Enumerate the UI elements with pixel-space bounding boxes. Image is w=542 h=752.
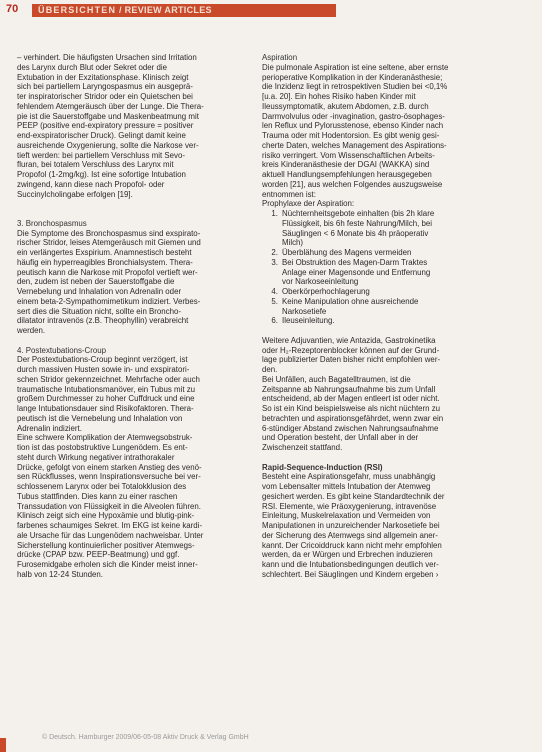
- list-item-number: 4.: [271, 287, 278, 296]
- list-item-number: 1.: [271, 209, 278, 218]
- text-line: vom Lebensalter mittels Intubation der Atemweg: [262, 482, 431, 491]
- list-item-text: Nüchternheitsgebote einhalten (bis 2h klare: [282, 209, 435, 218]
- text-line: Furosemidgabe erholen sich die Kinder meist inner-: [17, 560, 198, 569]
- text-line: tion ist das postobstruktive Lungenödem. Es ent-: [17, 443, 188, 452]
- list-item-text: Oberkörperhochlagerung: [282, 287, 370, 296]
- corner-mark: [0, 738, 6, 752]
- text-line: der Sicherung des Atemwegs sind allgemein aner-: [262, 530, 438, 540]
- text-line: farbenes schaumiges Sekret. Im EKG ist keine kardi-: [17, 521, 203, 530]
- list-item-text: Narkosetiefe: [282, 306, 327, 316]
- list-item-text: Keine Manipulation ohne ausreichende: [282, 296, 419, 306]
- text-line: schen Stridor gekennzeichnet. Mehrfache oder auch: [17, 374, 200, 384]
- paragraph-gap: [17, 199, 261, 209]
- text-line: fehlendem Atemgeräusch über der Lunge. Die Thera-: [17, 101, 204, 111]
- list-item-number: [262, 219, 282, 229]
- text-line: dilatator intravenös (z.B. Theophyllin) verabreicht: [17, 316, 189, 326]
- text-line: Die Symptome des Bronchospasmus sind exspirato-: [17, 228, 201, 238]
- text-line: Darmvolvulus oder -invagination, gastro-ösophages-: [262, 111, 445, 121]
- text-line: end-exspiratorischer Druck). Gelingt damit keine: [17, 131, 186, 140]
- right-column: [262, 53, 506, 580]
- paragraph-gap: [262, 326, 506, 336]
- text-line: perioperative Komplikation in der Kinderanästhesie;: [262, 72, 443, 82]
- text-line: fluran, bei totalem Verschluss des Larynx mit: [17, 160, 174, 170]
- text-line: betrachten und aspirationsgefährdet, wenn zwar ein: [262, 413, 444, 423]
- text-line: schlossenem Larynx oder bei Totalokklusion des: [17, 482, 187, 491]
- text-line: den.: [262, 365, 278, 374]
- text-line: Vernebelung und Inhalation von Adrenalin oder: [17, 287, 182, 296]
- text-line: zwingend, kann diese nach Propofol- oder: [17, 179, 165, 189]
- text-line: 6-stündiger Abstand zwischen Nahrungsaufnahme: [262, 423, 439, 433]
- list-item-line: [262, 277, 506, 287]
- text-line: len Reflux und Pylorusstenose, ebenso Kinder nach: [262, 121, 444, 131]
- text-line: aktuell Handlungsempfehlungen herausgegeben: [262, 170, 432, 179]
- text-line: Klinisch zeigt sich eine Hypoxämie und blutig-pink-: [17, 511, 195, 521]
- text-line: werden.: [17, 326, 46, 335]
- text-line: Bei Unfällen, auch Bagatelltraumen, ist die: [262, 374, 411, 384]
- text-line: Tubus stattfinden. Dies kann zu einer raschen: [17, 491, 178, 501]
- text-line: lange Intubationsdauer sind Risikofaktoren. Thera-: [17, 404, 194, 413]
- text-line: – verhindert. Die häufigsten Ursachen sind Irritation: [17, 53, 197, 62]
- text-line: peutisch ist die Vernebelung und Inhalation von: [17, 413, 183, 423]
- text-line: Zwischenzeit stattfand.: [262, 443, 343, 452]
- text-line: Extubation in der Exzitationsphase. Klinisch zeigt: [17, 72, 189, 82]
- paragraph-gap: [17, 336, 261, 346]
- text-line: kann und die Intubationsbedingungen deutlich ver-: [262, 560, 439, 569]
- text-line: rischer Stridor, leises Atemgeräusch mit Giemen und: [17, 238, 201, 248]
- text-line: und Operation besteht, der Unfall aber in der: [262, 433, 419, 443]
- page-footer: © Deutsch. Hamburger 2009/06-05-08 Aktiv Druck & Verlag GmbH: [42, 734, 249, 741]
- text-line: ein verlängertes Exspirium. Anamnestisch besteht: [17, 248, 192, 257]
- text-line: Ileussymptomatik, akutem Abdomen, z.B. durch: [262, 101, 429, 111]
- list-item-text: vor Narkoseeinleitung: [282, 277, 359, 287]
- list-item-text: Anlage einer Magensonde und Entfernung: [282, 267, 431, 277]
- text-line: den, zudem ist neben der Sauerstoffgabe die: [17, 277, 175, 287]
- text-line: risiko verringert. Vom Wissenschaftlichen Arbeits-: [262, 150, 435, 160]
- section-heading: Aspiration: [262, 53, 298, 62]
- list-item-line: [262, 297, 506, 307]
- text-line: Besteht eine Aspirationsgefahr, muss unabhängig: [262, 472, 436, 482]
- text-line: ausreichende Oxygenierung, sollte die Narkose ver-: [17, 140, 199, 150]
- text-line: Sicherstellung kontinuierlicher positiver Atemwegs-: [17, 540, 195, 550]
- list-item-number: [262, 307, 282, 317]
- text-line: worden [21], aus welchen Folgendes auszugsweise: [262, 179, 443, 189]
- list-item-number: 2.: [271, 248, 278, 257]
- text-line: PEEP (positive end-expiratory pressure = positiver: [17, 121, 194, 131]
- section-heading: Rapid-Sequence-Induction (RSI): [262, 462, 383, 472]
- text-line: sich bei partiellem Laryngospasmus ein ausgeprä-: [17, 82, 193, 92]
- section-label: ÜBERSICHTEN: [38, 5, 117, 15]
- text-line: Trauma oder mit Hodentorsion. Es gibt wenig gesi-: [262, 131, 440, 140]
- list-item-text: Milch): [282, 238, 304, 248]
- text-line: großem Durchmesser zu hoher Cuffdruck und eine: [17, 394, 195, 404]
- text-line: kreis Kinderanästhesie der DGAI (WAKKA) sind: [262, 160, 430, 170]
- page-number: 70: [6, 3, 19, 15]
- list-item-line: [262, 307, 506, 317]
- text-line: Eine schwere Komplikation der Atemwegsobstruk-: [17, 433, 193, 443]
- text-line: sert dies die Situation nicht, sollte ein Broncho-: [17, 306, 182, 316]
- left-column: [17, 53, 261, 580]
- list-item-text: Bei Obstruktion des Magen-Darm Traktes: [282, 257, 428, 267]
- list-item-number: [262, 277, 282, 287]
- text-line: gesichert werden. Es gibt keine Standardtechnik der: [262, 491, 445, 501]
- text-line: RSI. Elemente, wie Präoxygenierung, intravenöse: [262, 501, 437, 511]
- text-line: durch massiven Husten sowie in- und exspiratori-: [17, 365, 190, 374]
- text-line: ale Ursache für das Lungenödem nachweisbar. Unter: [17, 530, 204, 540]
- subsection-label: / REVIEW ARTICLES: [119, 5, 212, 15]
- list-item-line: [262, 238, 506, 248]
- list-item-text: Säuglingen < 6 Monate bis 4h präoperativ: [282, 228, 429, 238]
- text-line: entnommen ist:: [262, 189, 316, 199]
- text-line: Prophylaxe der Aspiration:: [262, 199, 355, 209]
- text-line: cherte Daten, welches Management des Aspirations-: [262, 140, 447, 150]
- text-line: Weitere Adjuvantien, wie Antazida, Gastrokinetika: [262, 335, 436, 345]
- list-item-line: [262, 209, 506, 219]
- text-line: Einleitung, Muskelrelaxation und Vermeiden von: [262, 511, 431, 521]
- text-line: [u.a. 20]. Ein hohes Risiko haben Kinder mit: [262, 92, 416, 101]
- text-line: ter inspiratorischer Stridor oder ein Quietschen bei: [17, 92, 193, 101]
- paragraph-gap: [262, 453, 506, 463]
- list-item-line: [262, 287, 506, 297]
- page-header: [0, 0, 542, 20]
- list-item-line: [262, 248, 506, 258]
- list-item-line: [262, 219, 506, 229]
- text-line: tieft werden: bei partiellem Verschluss mit Sevo-: [17, 150, 185, 160]
- paragraph-gap: [17, 209, 261, 219]
- text-line: lage publizierter Daten bisher nicht empfohlen wer-: [262, 355, 441, 365]
- list-item-number: 5.: [271, 296, 278, 306]
- text-line: drücke (CPAP bzw. PEEP-Beatmung) und ggf.: [17, 550, 180, 560]
- list-item-text: Überblähung des Magens vermeiden: [282, 248, 412, 257]
- text-line: häufig ein hyperreagibles Bronchialsystem. Thera-: [17, 257, 193, 267]
- list-item-line: [262, 316, 506, 326]
- text-line: halb von 12-24 Stunden.: [17, 569, 103, 579]
- section-title: [38, 5, 212, 15]
- text-line: peutisch kann die Narkose mit Propofol vertieft wer-: [17, 267, 198, 277]
- text-line: traumatische Intubationsmanöver, ein Tubus mit zu: [17, 384, 196, 394]
- text-line: Propofol (1-2mg/kg). Ist eine sofortige Intubation: [17, 170, 186, 179]
- list-item-line: [262, 268, 506, 278]
- text-line: sen Rückflusses, wenn Inspirationsversuche bei ver-: [17, 472, 201, 482]
- text-line: des Larynx durch Blut oder Sekret oder die: [17, 62, 168, 72]
- section-heading: 3. Bronchospasmus: [17, 218, 87, 228]
- text-line: Drücke, gefolgt von einem starken Anstieg des venö-: [17, 462, 202, 472]
- list-item-number: [262, 238, 282, 248]
- list-item-line: [262, 229, 506, 239]
- text-line: oder H₂-Rezeptorenblocker können auf der Grund-: [262, 345, 440, 355]
- text-line: pie ist die Sauerstoffgabe und Maskenbeatmung mit: [17, 111, 199, 121]
- text-line: Zeitspanne ab Nahrungsaufnahme bis zum Unfall: [262, 384, 436, 394]
- list-item-line: [262, 258, 506, 268]
- text-line: So ist ein Kind beispielsweise als nicht nüchtern zu: [262, 404, 441, 413]
- text-line: Transsudation von Flüssigkeit in die Alveolen führen.: [17, 501, 201, 511]
- list-item-number: 3.: [271, 257, 278, 267]
- text-line: schlechtert. Bei Säuglingen und Kindern ergeben ›: [262, 569, 439, 579]
- text-line: werden, da er Würgen und Erbrechen induzieren: [262, 550, 433, 560]
- text-line: einem beta-2-Sympathomimetikum indiziert. Verbes-: [17, 296, 201, 306]
- text-line: Der Postextubations-Croup beginnt verzögert, ist: [17, 355, 188, 365]
- text-line: die Inzidenz liegt in retrospektiven Studien bei <0,1%: [262, 82, 448, 92]
- section-heading: 4. Postextubations-Croup: [17, 345, 107, 355]
- text-line: Succinylcholingabe erfolgen [19].: [17, 189, 133, 199]
- list-item-number: 6.: [271, 316, 278, 326]
- list-item-number: [262, 268, 282, 278]
- list-item-text: Ileuseinleitung.: [282, 316, 335, 326]
- text-line: Die pulmonale Aspiration ist eine seltene, aber ernste: [262, 62, 449, 72]
- list-item-number: [262, 229, 282, 239]
- text-line: Adrenalin indiziert.: [17, 423, 82, 433]
- text-line: Manipulationen in unzureichender Narkosetiefe bei: [262, 521, 440, 530]
- list-item-text: Flüssigkeit, bis 6h feste Nahrung/Milch, bei: [282, 218, 432, 228]
- text-line: entscheidend, ab der Magen entleert ist oder nicht.: [262, 394, 440, 404]
- text-line: steht durch Wirkung negativer intrathorakaler: [17, 452, 175, 462]
- text-line: kannt. Der Cricoiddruck kann nicht mehr empfohlen: [262, 540, 442, 550]
